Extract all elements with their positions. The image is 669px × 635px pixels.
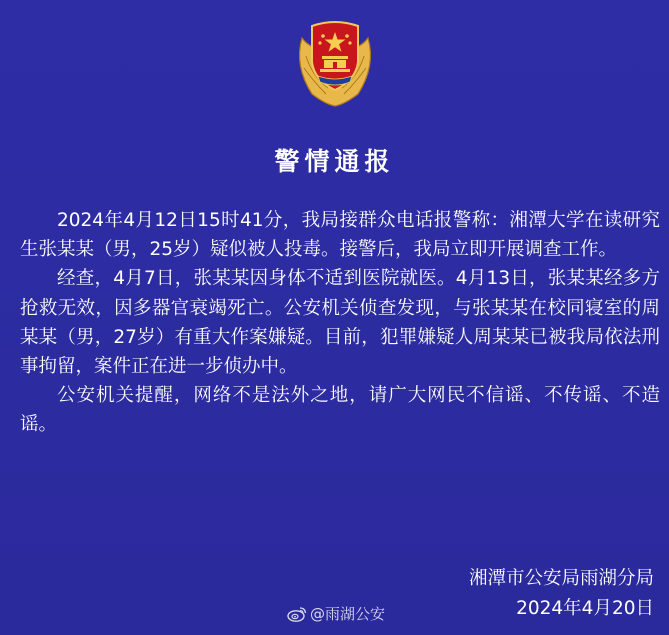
notice-paragraph-3: 公安机关提醒，网络不是法外之地，请广大网民不信谣、不传谣、不造谣。 [20,385,660,436]
weibo-icon [287,606,307,622]
watermark-text: @雨湖公安 [310,605,386,623]
police-emblem-icon [290,16,380,108]
notice-title: 警情通报 [274,147,395,176]
notice-body [20,206,660,440]
weibo-watermark [287,603,385,624]
notice-signature [469,564,654,624]
issue-date: 2024年4月20日 [516,598,654,619]
notice-paragraph-2: 经查，4月7日，张某某因身体不适到医院就医。4月13日，张某某经多方抢救无效，因多器官衰竭死亡。公安机关侦查发现，与张某某在校同寝室的周某某（男，27岁）有重大作案嫌疑。目前，犯罪嫌疑人周某某已被我局依法刑事拘留，案件正在进一步侦办中。 [20,268,660,378]
notice-paragraph-1: 2024年4月12日15时41分，我局接群众电话报警称：湘潭大学在读研究生张某某（男，25岁）疑似被人投毒。接警后，我局立即开展调查工作。 [20,210,660,261]
issuer-name: 湘潭市公安局雨湖分局 [468,568,654,589]
